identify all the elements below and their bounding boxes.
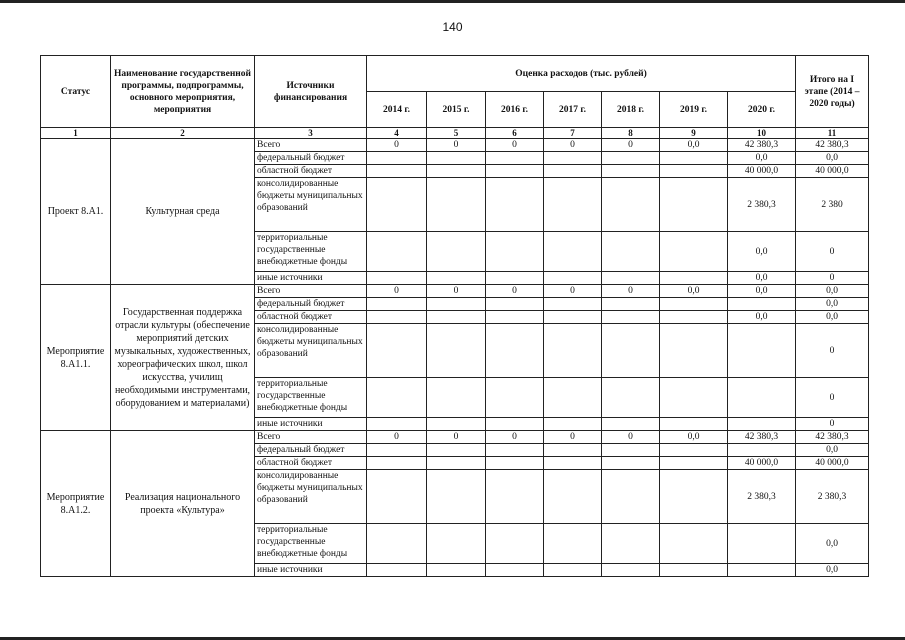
- value-cell: 42 380,3: [728, 139, 796, 152]
- value-cell: [544, 378, 602, 418]
- total-cell: 0,0: [796, 311, 869, 324]
- value-cell: [660, 272, 728, 285]
- column-number: 2: [111, 128, 255, 139]
- row-name: Культурная среда: [111, 139, 255, 285]
- total-cell: 0: [796, 378, 869, 418]
- value-cell: [602, 232, 660, 272]
- column-number: 4: [367, 128, 427, 139]
- table-row: [41, 139, 869, 152]
- value-cell: [427, 152, 486, 165]
- value-cell: [660, 524, 728, 564]
- funding-source: областной бюджет: [255, 457, 367, 470]
- funding-source: федеральный бюджет: [255, 444, 367, 457]
- total-cell: 0: [796, 272, 869, 285]
- value-cell: 0: [544, 285, 602, 298]
- table-body: [41, 139, 869, 577]
- total-cell: 40 000,0: [796, 165, 869, 178]
- value-cell: [602, 418, 660, 431]
- value-cell: [544, 444, 602, 457]
- value-cell: 2 380,3: [728, 470, 796, 524]
- value-cell: 0: [367, 285, 427, 298]
- value-cell: [427, 378, 486, 418]
- value-cell: [544, 457, 602, 470]
- value-cell: [544, 232, 602, 272]
- value-cell: [602, 564, 660, 577]
- value-cell: [427, 178, 486, 232]
- value-cell: [367, 152, 427, 165]
- column-number: 6: [486, 128, 544, 139]
- value-cell: 0: [367, 139, 427, 152]
- value-cell: 0,0: [728, 311, 796, 324]
- value-cell: [367, 524, 427, 564]
- value-cell: [367, 470, 427, 524]
- value-cell: [486, 165, 544, 178]
- row-status: Мероприятие 8.А1.1.: [41, 285, 111, 431]
- row-status: Проект 8.А1.: [41, 139, 111, 285]
- header-year: 2014 г.: [367, 92, 427, 128]
- row-name: Государственная поддержка отрасли культуры (обеспечение мероприятий детских музыкальных, художественных, хореографических школ, школ искусства, училищ необходимыми инструментами, оборудованием и материалами): [111, 285, 255, 431]
- value-cell: [427, 418, 486, 431]
- column-number: 10: [728, 128, 796, 139]
- value-cell: 0: [486, 431, 544, 444]
- value-cell: [602, 152, 660, 165]
- value-cell: [660, 298, 728, 311]
- column-number: 5: [427, 128, 486, 139]
- value-cell: [486, 524, 544, 564]
- value-cell: [544, 298, 602, 311]
- total-cell: 2 380: [796, 178, 869, 232]
- value-cell: [486, 298, 544, 311]
- value-cell: [602, 470, 660, 524]
- value-cell: [427, 311, 486, 324]
- funding-source: Всего: [255, 431, 367, 444]
- total-cell: 2 380,3: [796, 470, 869, 524]
- header-year: 2020 г.: [728, 92, 796, 128]
- header-total: Итого на I этапе (2014 – 2020 годы): [796, 56, 869, 128]
- value-cell: [486, 457, 544, 470]
- value-cell: [602, 311, 660, 324]
- column-number: 8: [602, 128, 660, 139]
- expenditure-table: [40, 55, 869, 577]
- value-cell: 0,0: [728, 272, 796, 285]
- value-cell: [660, 564, 728, 577]
- value-cell: [427, 232, 486, 272]
- value-cell: [544, 165, 602, 178]
- value-cell: [544, 564, 602, 577]
- funding-source: Всего: [255, 285, 367, 298]
- value-cell: [367, 178, 427, 232]
- value-cell: [486, 444, 544, 457]
- funding-source: Всего: [255, 139, 367, 152]
- funding-source: иные источники: [255, 564, 367, 577]
- total-cell: 0,0: [796, 298, 869, 311]
- value-cell: 0: [486, 139, 544, 152]
- header-estimate: Оценка расходов (тыс. рублей): [367, 56, 796, 92]
- column-number: 1: [41, 128, 111, 139]
- value-cell: [660, 152, 728, 165]
- value-cell: [427, 165, 486, 178]
- header-year: 2017 г.: [544, 92, 602, 128]
- value-cell: [486, 564, 544, 577]
- value-cell: [660, 178, 728, 232]
- header-sources: Источники финансирования: [255, 56, 367, 128]
- page-number: 140: [442, 20, 463, 34]
- value-cell: [486, 470, 544, 524]
- total-cell: 0: [796, 324, 869, 378]
- column-number: 7: [544, 128, 602, 139]
- value-cell: [367, 324, 427, 378]
- value-cell: 0: [602, 139, 660, 152]
- total-cell: 0,0: [796, 564, 869, 577]
- value-cell: 0: [486, 285, 544, 298]
- value-cell: [544, 272, 602, 285]
- value-cell: 40 000,0: [728, 165, 796, 178]
- header-status: Статус: [41, 56, 111, 128]
- value-cell: [367, 165, 427, 178]
- funding-source: консолидированные бюджеты муниципальных образований: [255, 324, 367, 378]
- value-cell: 0,0: [728, 232, 796, 272]
- value-cell: [602, 165, 660, 178]
- value-cell: [367, 444, 427, 457]
- value-cell: [486, 178, 544, 232]
- value-cell: [367, 378, 427, 418]
- value-cell: [544, 470, 602, 524]
- funding-source: консолидированные бюджеты муниципальных образований: [255, 470, 367, 524]
- value-cell: [544, 311, 602, 324]
- value-cell: [486, 152, 544, 165]
- value-cell: [427, 470, 486, 524]
- total-cell: 40 000,0: [796, 457, 869, 470]
- value-cell: [544, 178, 602, 232]
- value-cell: [367, 457, 427, 470]
- funding-source: территориальные государственные внебюджетные фонды: [255, 232, 367, 272]
- value-cell: [660, 418, 728, 431]
- header-name: Наименование государственной программы, подпрограммы, основного мероприятия, мероприятия: [111, 56, 255, 128]
- value-cell: 42 380,3: [728, 431, 796, 444]
- total-cell: 0,0: [796, 444, 869, 457]
- value-cell: [427, 564, 486, 577]
- header-year: 2016 г.: [486, 92, 544, 128]
- table-row: [41, 285, 869, 298]
- value-cell: 0: [427, 285, 486, 298]
- value-cell: [660, 232, 728, 272]
- total-cell: 42 380,3: [796, 431, 869, 444]
- value-cell: [367, 298, 427, 311]
- value-cell: [602, 524, 660, 564]
- value-cell: 0: [427, 431, 486, 444]
- value-cell: [544, 324, 602, 378]
- value-cell: [427, 298, 486, 311]
- value-cell: [602, 298, 660, 311]
- value-cell: [486, 324, 544, 378]
- value-cell: 0: [602, 285, 660, 298]
- value-cell: [728, 564, 796, 577]
- value-cell: [427, 444, 486, 457]
- value-cell: [486, 272, 544, 285]
- row-name: Реализация национального проекта «Культура»: [111, 431, 255, 577]
- column-number: 11: [796, 128, 869, 139]
- value-cell: 0,0: [660, 139, 728, 152]
- funding-source: территориальные государственные внебюджетные фонды: [255, 378, 367, 418]
- value-cell: [602, 178, 660, 232]
- total-cell: 0,0: [796, 285, 869, 298]
- value-cell: [602, 457, 660, 470]
- value-cell: [367, 272, 427, 285]
- row-status: Мероприятие 8.А1.2.: [41, 431, 111, 577]
- funding-source: федеральный бюджет: [255, 152, 367, 165]
- value-cell: [728, 418, 796, 431]
- value-cell: 0,0: [660, 285, 728, 298]
- value-cell: [544, 418, 602, 431]
- value-cell: [728, 298, 796, 311]
- total-cell: 42 380,3: [796, 139, 869, 152]
- value-cell: [660, 311, 728, 324]
- value-cell: [660, 444, 728, 457]
- funding-source: территориальные государственные внебюджетные фонды: [255, 524, 367, 564]
- value-cell: 0,0: [660, 431, 728, 444]
- total-cell: 0,0: [796, 152, 869, 165]
- value-cell: [367, 418, 427, 431]
- value-cell: 40 000,0: [728, 457, 796, 470]
- value-cell: [486, 378, 544, 418]
- value-cell: [660, 165, 728, 178]
- header-year: 2019 г.: [660, 92, 728, 128]
- value-cell: [367, 232, 427, 272]
- value-cell: 0: [544, 431, 602, 444]
- value-cell: [486, 311, 544, 324]
- value-cell: 0: [544, 139, 602, 152]
- funding-source: областной бюджет: [255, 165, 367, 178]
- total-cell: 0,0: [796, 524, 869, 564]
- value-cell: 0: [602, 431, 660, 444]
- value-cell: [427, 457, 486, 470]
- column-number-row: [41, 128, 869, 139]
- value-cell: [602, 444, 660, 457]
- funding-source: иные источники: [255, 272, 367, 285]
- total-cell: 0: [796, 418, 869, 431]
- value-cell: [660, 378, 728, 418]
- header-year: 2015 г.: [427, 92, 486, 128]
- value-cell: [367, 311, 427, 324]
- table-row: [41, 431, 869, 444]
- column-number: 3: [255, 128, 367, 139]
- value-cell: [486, 232, 544, 272]
- value-cell: 0,0: [728, 285, 796, 298]
- funding-source: иные источники: [255, 418, 367, 431]
- funding-source: консолидированные бюджеты муниципальных образований: [255, 178, 367, 232]
- value-cell: [728, 324, 796, 378]
- value-cell: [660, 457, 728, 470]
- value-cell: [427, 324, 486, 378]
- funding-source: федеральный бюджет: [255, 298, 367, 311]
- column-number: 9: [660, 128, 728, 139]
- value-cell: [602, 324, 660, 378]
- value-cell: [660, 470, 728, 524]
- value-cell: [427, 524, 486, 564]
- value-cell: [728, 524, 796, 564]
- value-cell: [486, 418, 544, 431]
- value-cell: [367, 564, 427, 577]
- value-cell: 2 380,3: [728, 178, 796, 232]
- header-year: 2018 г.: [602, 92, 660, 128]
- value-cell: [728, 444, 796, 457]
- value-cell: [427, 272, 486, 285]
- value-cell: [602, 272, 660, 285]
- value-cell: [544, 524, 602, 564]
- value-cell: 0: [367, 431, 427, 444]
- value-cell: [602, 378, 660, 418]
- page-edge-top: [0, 0, 905, 3]
- total-cell: 0: [796, 232, 869, 272]
- value-cell: [660, 324, 728, 378]
- funding-source: областной бюджет: [255, 311, 367, 324]
- value-cell: 0,0: [728, 152, 796, 165]
- value-cell: [544, 152, 602, 165]
- value-cell: 0: [427, 139, 486, 152]
- value-cell: [728, 378, 796, 418]
